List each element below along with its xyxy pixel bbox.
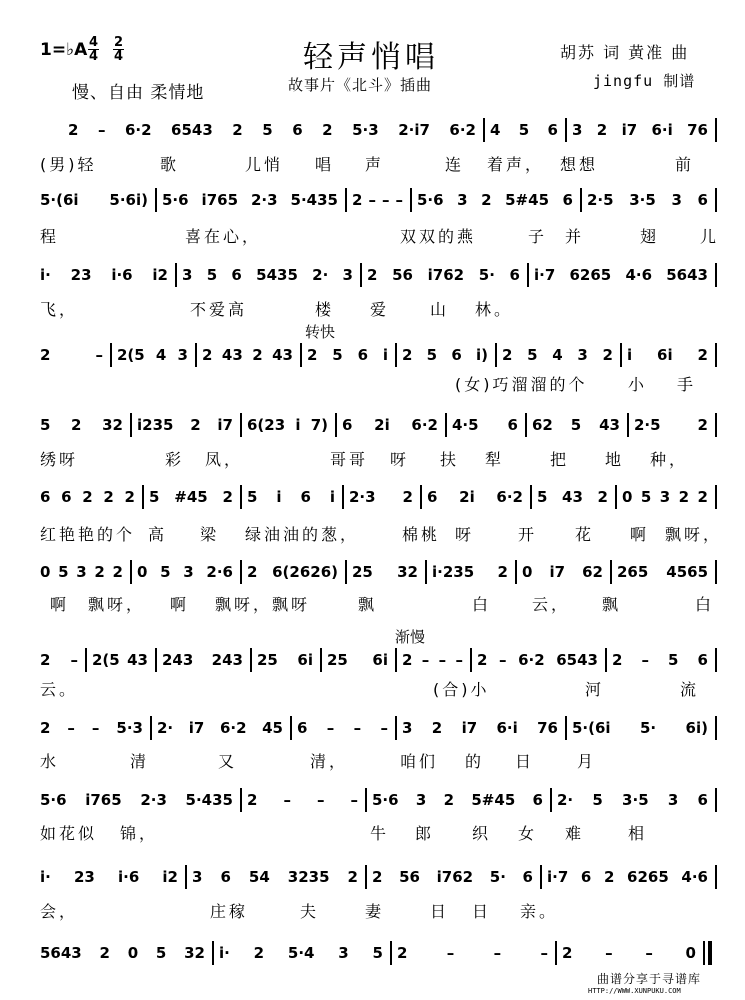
measure: i 6i 2 [627, 346, 708, 364]
bar-line [130, 560, 132, 584]
measure: 5643 2 0 5 32 [40, 944, 205, 962]
measure: 25 32 [352, 563, 418, 581]
lyric: 儿 [700, 227, 720, 246]
lyric: 棉桃 [402, 525, 441, 544]
lyric: 手 [677, 375, 697, 394]
lyric: 彩 [165, 450, 185, 469]
measure: i·7 6 2 6265 4·6 [547, 868, 708, 886]
bar-line [420, 485, 422, 509]
measure: 2 – 6·2 6543 [477, 651, 598, 669]
measure: 5·6 i765 2·3 5·435 [40, 791, 233, 809]
lyric: 难 [565, 824, 585, 843]
bar-line [290, 716, 292, 740]
measure: 243 243 [162, 651, 243, 669]
measure: 2· 5 3·5 3 6 [557, 791, 708, 809]
lyric: 凤， [205, 450, 244, 469]
key-text: 1=♭A [40, 40, 88, 60]
bar-line [130, 413, 132, 437]
bar-line [565, 118, 567, 142]
measure: 5·6 3 2 5#45 6 [417, 191, 573, 209]
measure: 2 – [40, 651, 78, 669]
lyric: 牛 [370, 824, 390, 843]
bar-line [320, 648, 322, 672]
lyric: 喜在心， [185, 227, 262, 246]
measure: 5·6 3 2 5#45 6 [372, 791, 543, 809]
lyric: 楼 [315, 300, 335, 319]
measure: 2· i7 6·2 45 [157, 719, 283, 737]
lyric: 程 [40, 227, 60, 246]
bar-line [212, 941, 214, 965]
bar-line [715, 716, 717, 740]
measure: 2 – – – [247, 791, 358, 809]
lyric: (男)轻 [40, 155, 97, 174]
measure: 3 5 6 5435 2· 3 [182, 266, 353, 284]
bar-line [390, 941, 392, 965]
bar-line [620, 343, 622, 367]
bar-line [240, 788, 242, 812]
measure: 25 6i [257, 651, 313, 669]
tempo-marking: 慢、自由 柔情地 [72, 83, 205, 103]
measure: 5·6 i765 2·3 5·435 [162, 191, 338, 209]
tempo-change-marking: 渐慢 [395, 628, 426, 646]
measure: 6(23 i 7) [247, 416, 328, 434]
bar-line [445, 413, 447, 437]
bar-line [250, 648, 252, 672]
lyric: 妻 [365, 902, 385, 921]
bar-line [525, 413, 527, 437]
measure: 25 6i [327, 651, 388, 669]
lyric: 林。 [475, 300, 514, 319]
bar-line [365, 865, 367, 889]
lyric: 飞， [40, 300, 79, 319]
lyric: 日 [472, 902, 492, 921]
bar-line [515, 560, 517, 584]
bar-line [565, 716, 567, 740]
time-numerator: 2 [114, 35, 124, 50]
bar-line [627, 413, 629, 437]
time-signature [88, 36, 99, 63]
bar-line [240, 560, 242, 584]
bar-line [715, 118, 717, 142]
lyric: 小 [628, 375, 648, 394]
lyric: 扶 [440, 450, 460, 469]
measure: 5·(6i 5· 6i) [572, 719, 708, 737]
bar-line [715, 188, 717, 212]
time-signatures [88, 36, 124, 63]
bar-line [715, 485, 717, 509]
lyric: 子 [528, 227, 548, 246]
measure: 5 i 6 i [247, 488, 335, 506]
bar-line [410, 188, 412, 212]
lyric: 如花似 [40, 824, 98, 843]
lyric: 庄稼 [210, 902, 249, 921]
time-signature [113, 36, 124, 63]
lyric: 声 [365, 155, 385, 174]
lyric: 织 [472, 824, 492, 843]
lyric: 并 [565, 227, 585, 246]
bar-line [150, 716, 152, 740]
lyric: 白 [695, 595, 715, 614]
bar-line [345, 560, 347, 584]
measure: 62 5 43 [532, 416, 620, 434]
measure: 6 2i 6·2 [427, 488, 523, 506]
lyric: 着声， [487, 155, 545, 174]
bar-line [365, 788, 367, 812]
bar-line [185, 865, 187, 889]
bar-line [715, 560, 717, 584]
measure: 5 2 32 [40, 416, 123, 434]
lyric: 种， [650, 450, 689, 469]
measure: 4 5 6 [490, 121, 558, 139]
measure: 2 – [40, 346, 103, 364]
measure: 2 – – – [352, 191, 403, 209]
bar-line [300, 343, 302, 367]
lyric: 又 [218, 752, 238, 771]
lyric: 锦， [120, 824, 159, 843]
bar-line [605, 648, 607, 672]
bar-line [360, 263, 362, 287]
measure: 2·5 2 [634, 416, 708, 434]
measure: 2(5 4 3 [117, 346, 188, 364]
measure: 2·3 2 [349, 488, 413, 506]
measure: 0 i7 62 [522, 563, 603, 581]
measure: 2 – – 0 [562, 944, 696, 962]
lyric: 啊 [170, 595, 190, 614]
time-numerator: 4 [89, 35, 99, 50]
lyric: 咱们 [400, 752, 439, 771]
lyric: 飘 [602, 595, 622, 614]
tempo-change-marking: 转快 [305, 323, 336, 341]
lyric: 白 [472, 595, 492, 614]
bar-line [155, 188, 157, 212]
subtitle: 故事片《北斗》插曲 [288, 76, 433, 94]
bar-line [540, 865, 542, 889]
lyric: 夫 [300, 902, 320, 921]
bar-line [470, 648, 472, 672]
lyric: 会， [40, 902, 79, 921]
measure: 2 5 6 i [307, 346, 388, 364]
measure: 2 – 5 6 [612, 651, 708, 669]
lyric: 飘呀， [665, 525, 723, 544]
lyric: 流 [680, 680, 700, 699]
lyric: 飘呀， [88, 595, 146, 614]
lyric: 亲。 [520, 902, 559, 921]
lyric: 绿油油的葱， [245, 525, 360, 544]
lyric: 啊 [50, 595, 70, 614]
lyric: 双双的燕 [400, 227, 477, 246]
lyric: (合)小 [433, 680, 490, 699]
bar-line [85, 648, 87, 672]
lyric: 地 [605, 450, 625, 469]
lyric: 花 [575, 525, 595, 544]
lyric: 犁 [485, 450, 505, 469]
measure: 265 4565 [617, 563, 708, 581]
measure: 6 2i 6·2 [342, 416, 438, 434]
lyric: 红艳艳的个 [40, 525, 136, 544]
lyric: 水 [40, 752, 60, 771]
watermark-site: 曲谱分享于寻谱库 [597, 972, 702, 986]
bar-line [550, 788, 552, 812]
bar-line [715, 263, 717, 287]
time-denominator: 4 [89, 49, 99, 64]
lyric: 儿悄 [245, 155, 284, 174]
measure: 2 43 2 43 [202, 346, 293, 364]
bar-line [395, 716, 397, 740]
measure: 2 56 i762 5· 6 [367, 266, 520, 284]
lyric: 相 [628, 824, 648, 843]
lyric: 飘 [358, 595, 378, 614]
lyric: 翅 [640, 227, 660, 246]
bar-line [555, 941, 557, 965]
bar-line [342, 485, 344, 509]
lyric: 呀 [390, 450, 410, 469]
lyric: 郎 [415, 824, 435, 843]
lyric: 想想 [560, 155, 599, 174]
measure: 2 – – – [397, 944, 548, 962]
measure: 2·5 3·5 3 6 [587, 191, 708, 209]
measure: 3 6 54 3235 2 [192, 868, 358, 886]
bar-line [240, 485, 242, 509]
bar-line [495, 343, 497, 367]
bar-line [483, 118, 485, 142]
lyric: 啊 [630, 525, 650, 544]
lyric: 爱 [370, 300, 390, 319]
lyric: 日 [430, 902, 450, 921]
bar-line [335, 413, 337, 437]
lyric: 哥哥 [330, 450, 369, 469]
lyric: 连 [445, 155, 465, 174]
measure: 6 6 2 2 2 [40, 488, 135, 506]
lyric: 清， [310, 752, 349, 771]
lyric: 清 [130, 752, 150, 771]
measure: 5 43 2 [537, 488, 608, 506]
measure: 0 5 3 2 2 [622, 488, 708, 506]
measure: 4·5 6 [452, 416, 518, 434]
measure: 2 5 6 i) [402, 346, 488, 364]
lyric: 云， [532, 595, 571, 614]
bar-line [345, 188, 347, 212]
bar-line [142, 485, 144, 509]
measure: 2(5 43 [92, 651, 148, 669]
lyric: 月 [577, 752, 597, 771]
measure: i· 23 i·6 i2 [40, 266, 168, 284]
measure: i·7 6265 4·6 5643 [534, 266, 708, 284]
measure: i·235 2 [432, 563, 508, 581]
measure: 2 56 i762 5· 6 [372, 868, 533, 886]
lyric: 梁 [200, 525, 220, 544]
lyric: 高 [148, 525, 168, 544]
lyric: 日 [515, 752, 535, 771]
lyric: 女 [518, 824, 538, 843]
bar-line [715, 413, 717, 437]
measure: 5·(6i 5·6i) [40, 191, 148, 209]
bar-line [527, 263, 529, 287]
bar-line [425, 560, 427, 584]
lyric: 绣呀 [40, 450, 79, 469]
lyric: 河 [585, 680, 605, 699]
bar-line [715, 648, 717, 672]
bar-line [195, 343, 197, 367]
lyric: 不爱高 [190, 300, 248, 319]
measure: 2 – – – [402, 651, 463, 669]
measure: 6 – – – [297, 719, 388, 737]
lyric: 云。 [40, 680, 79, 699]
bar-line [715, 788, 717, 812]
measure: 2 5 4 3 2 [502, 346, 613, 364]
measure: 5 #45 2 [149, 488, 233, 506]
measure: 2 – 6·2 6543 2 5 6 2 5·3 2·i7 6·2 [68, 121, 476, 139]
measure: 0 5 3 2 2 [40, 563, 123, 581]
measure: 2 – – 5·3 [40, 719, 143, 737]
bar-line [610, 560, 612, 584]
bar-line [395, 343, 397, 367]
measure: i235 2 i7 [137, 416, 233, 434]
song-title: 轻声悄唱 [303, 40, 439, 75]
key-signature [40, 40, 87, 60]
bar-line [395, 648, 397, 672]
lyric: (女)巧溜溜的个 [455, 375, 588, 394]
bar-line [715, 865, 717, 889]
lyric: 前 [675, 155, 695, 174]
time-denominator: 4 [114, 49, 124, 64]
measure: 3 2 i7 6·i 76 [572, 121, 708, 139]
bar-line [580, 188, 582, 212]
final-barline-thin [703, 941, 705, 965]
measure: 0 5 3 2·6 [137, 563, 233, 581]
measure: i· 23 i·6 i2 [40, 868, 178, 886]
lyric: 把 [550, 450, 570, 469]
lyric: 歌 [160, 155, 180, 174]
measure: 3 2 i7 6·i 76 [402, 719, 558, 737]
bar-line [715, 343, 717, 367]
bar-line [240, 413, 242, 437]
bar-line [530, 485, 532, 509]
lyric: 的 [465, 752, 485, 771]
lyric: 开 [518, 525, 538, 544]
measure: 2 6(2626) [247, 563, 338, 581]
bar-line [155, 648, 157, 672]
final-barline-thick [708, 941, 712, 965]
bar-line [175, 263, 177, 287]
measure: i· 2 5·4 3 5 [219, 944, 383, 962]
lyric: 呀 [455, 525, 475, 544]
lyric: 山 [430, 300, 450, 319]
arranger: jingfu 制谱 [593, 72, 696, 90]
lyric: 飘呀，飘呀 [215, 595, 311, 614]
bar-line [615, 485, 617, 509]
watermark-url: HTTP://WWW.XUNPUKU.COM [588, 987, 681, 995]
bar-line [110, 343, 112, 367]
credits: 胡苏 词 黄准 曲 [560, 43, 690, 62]
lyric: 唱 [315, 155, 335, 174]
